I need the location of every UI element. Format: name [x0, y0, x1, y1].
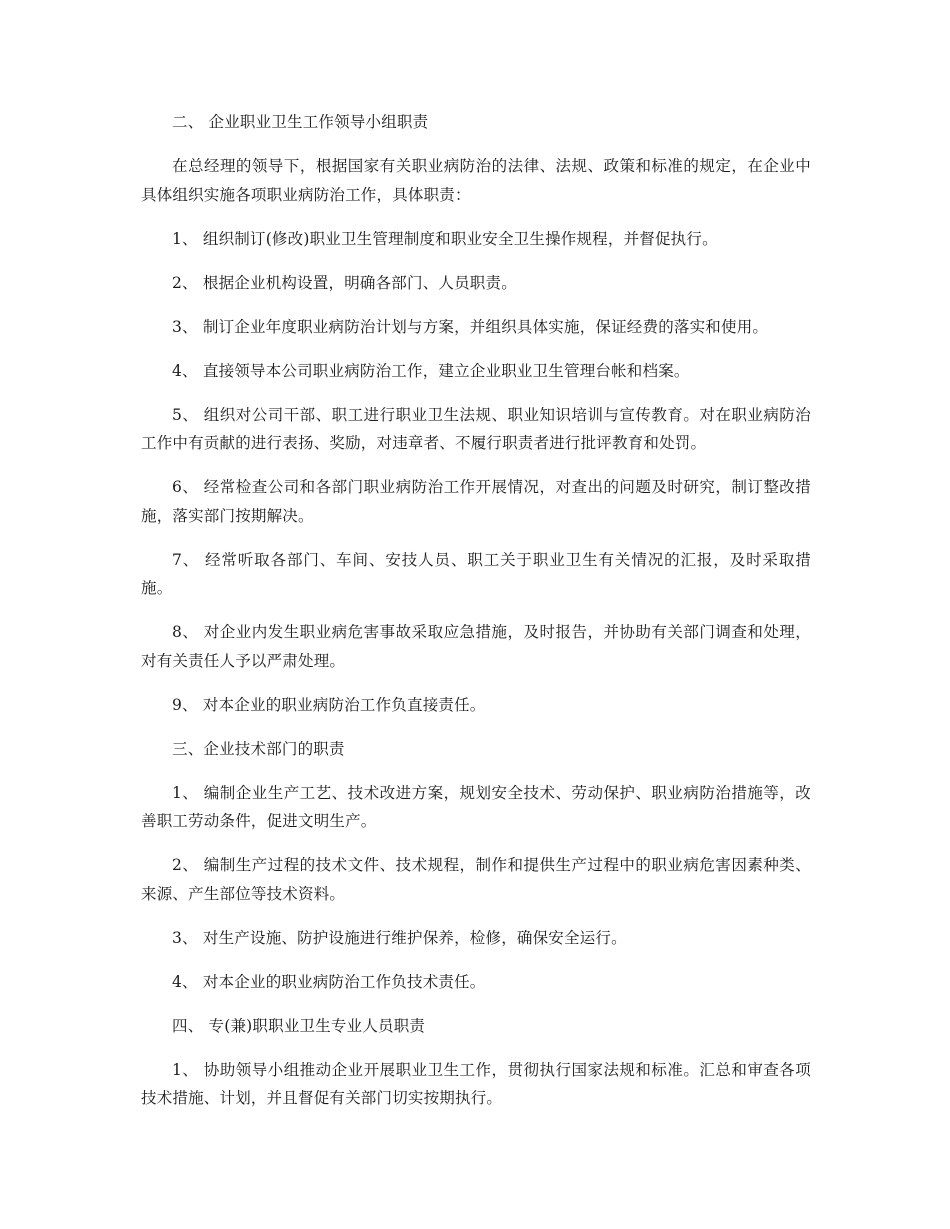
- list-item: 7、 经常听取各部门、车间、安技人员、职工关于职业卫生有关情况的汇报，及时采取措施。: [141, 550, 811, 597]
- section-heading-leadership: 二、 企业职业卫生工作领导小组职责: [172, 113, 429, 131]
- section-heading-specialist: 四、 专(兼)职职业卫生专业人员职责: [172, 1016, 426, 1035]
- document-body: [141, 108, 811, 1128]
- section-heading-technical-dept: 三、企业技术部门的职责: [172, 739, 345, 758]
- list-item: 6、 经常检查公司和各部门职业病防治工作开展情况，对查出的问题及时研究，制订整改措施，落实部门按期解决。: [141, 478, 811, 525]
- list-item: 2、 根据企业机构设置，明确各部门、人员职责。: [172, 273, 517, 292]
- list-item: 4、 对本企业的职业病防治工作负技术责任。: [172, 972, 486, 991]
- list-item: 5、 组织对公司干部、职工进行职业卫生法规、职业知识培训与宣传教育。对在职业病防治工作中有贡献的进行表扬、奖励，对违章者、不履行职责者进行批评教育和处罚。: [141, 405, 811, 452]
- paragraph: 在总经理的领导下，根据国家有关职业病防治的法律、法规、政策和标准的规定，在企业中具体组织实施各项职业病防治工作，具体职责：: [141, 157, 811, 204]
- list-item: 1、 编制企业生产工艺、技术改进方案，规划安全技术、劳动保护、职业病防治措施等，改善职工劳动条件，促进文明生产。: [141, 783, 811, 830]
- list-item: 8、 对企业内发生职业病危害事故采取应急措施，及时报告，并协助有关部门调查和处理，对有关责任人予以严肃处理。: [141, 623, 811, 670]
- list-item: 1、 组织制订(修改)职业卫生管理制度和职业安全卫生操作规程，并督促执行。: [172, 229, 718, 248]
- list-item: 2、 编制生产过程的技术文件、技术规程，制作和提供生产过程中的职业病危害因素种类、来源、产生部位等技术资料。: [141, 856, 811, 903]
- list-item: 3、 制订企业年度职业病防治计划与方案，并组织具体实施，保证经费的落实和使用。: [172, 317, 769, 336]
- list-item: 3、 对生产设施、防护设施进行维护保养，检修，确保安全运行。: [172, 928, 627, 947]
- list-item: 1、 协助领导小组推动企业开展职业卫生工作，贯彻执行国家法规和标准。汇总和审查各项技术措施、计划，并且督促有关部门切实按期执行。: [141, 1060, 811, 1107]
- list-item: 4、 直接领导本公司职业病防治工作，建立企业职业卫生管理台帐和档案。: [172, 361, 690, 380]
- list-item: 9、 对本企业的职业病防治工作负直接责任。: [172, 695, 486, 714]
